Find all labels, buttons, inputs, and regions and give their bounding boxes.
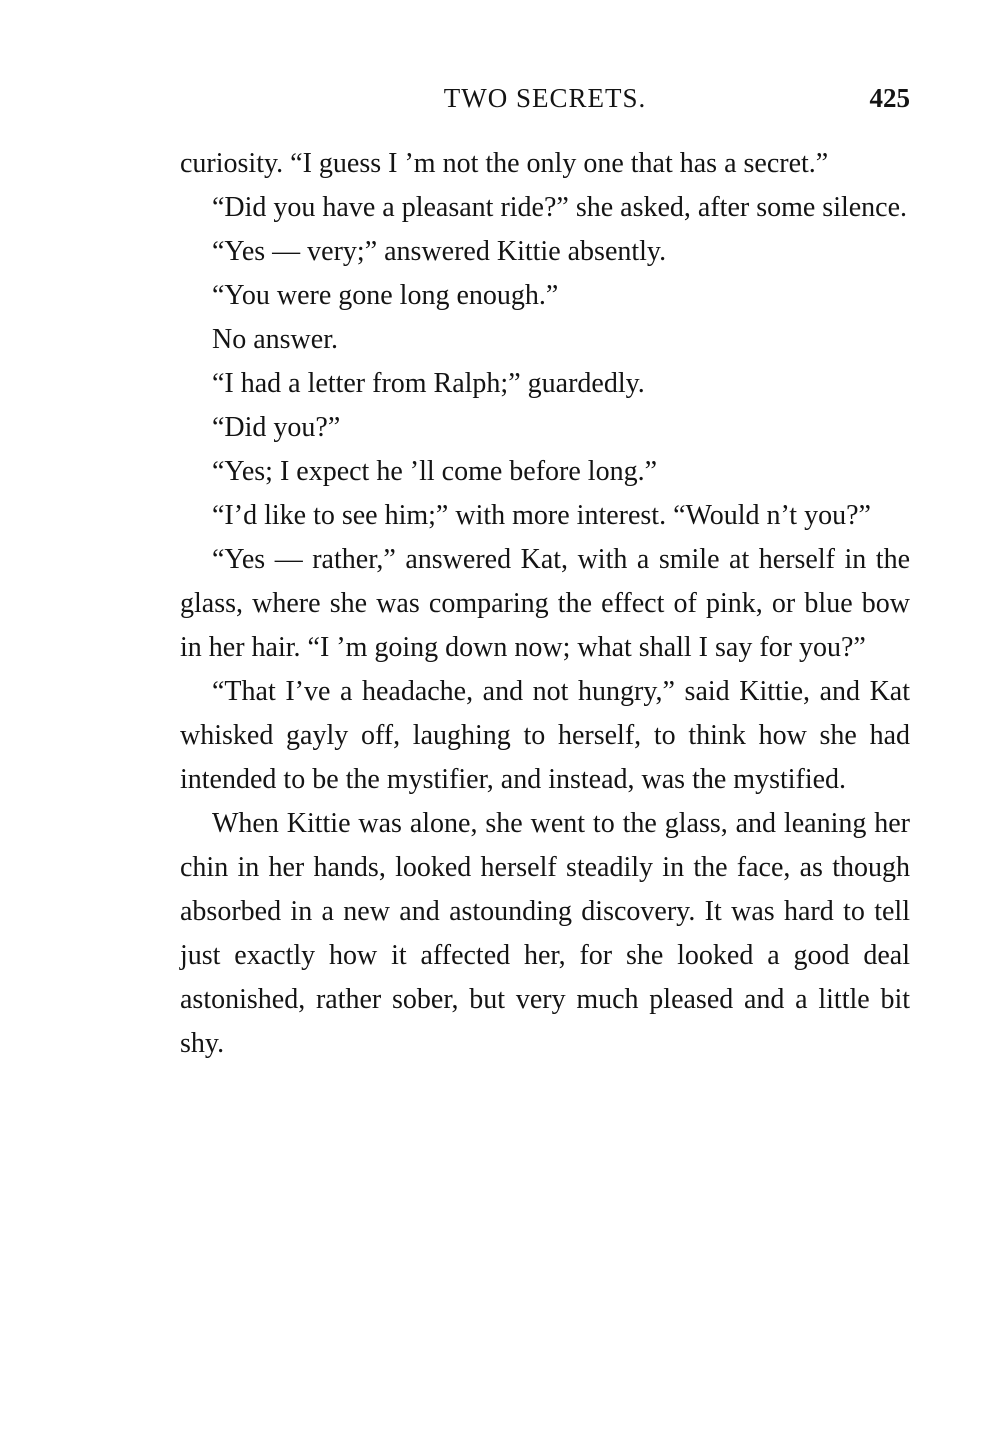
paragraph: No answer.	[212, 324, 338, 355]
paragraph: “That I’ve a headache, and not hungry,” said Kittie, and Kat whisked gayly off, laughing to herself, to think how she had intended to be the mystifier, and instead, was the mystified.	[180, 676, 910, 795]
paragraph: “I’d like to see him;” with more interest. “Would n’t you?”	[212, 500, 871, 531]
paragraph-continuation: curiosity. “I guess I ’m not the only one that has a secret.”	[180, 148, 829, 179]
body-text	[180, 142, 910, 1066]
paragraph: “You were gone long enough.”	[212, 280, 559, 311]
page-number: 425	[869, 83, 910, 113]
paragraph: “Yes; I expect he ’ll come before long.”	[212, 456, 657, 487]
paragraph: “Did you?”	[212, 412, 341, 443]
running-title: TWO SECRETS.	[443, 83, 647, 113]
running-head	[180, 80, 910, 116]
paragraph: “I had a letter from Ralph;” guardedly.	[212, 368, 645, 399]
paragraph: “Yes — very;” answered Kittie absently.	[212, 236, 667, 267]
paragraph: “Yes — rather,” answered Kat, with a smile at herself in the glass, where she was comparing the effect of pink, or blue bow in her hair. “I ’m going down now; what shall I say for you?”	[180, 544, 910, 663]
paragraph: When Kittie was alone, she went to the glass, and leaning her chin in her hands, looked herself steadily in the face, as though absorbed in a new and astounding discovery. It was hard to tell just exactly how it affected her, for she looked a good deal astonished, rather sober, but very much pleased and a little bit shy.	[180, 808, 910, 1059]
paragraph: “Did you have a pleasant ride?” she asked, after some silence.	[212, 192, 908, 223]
